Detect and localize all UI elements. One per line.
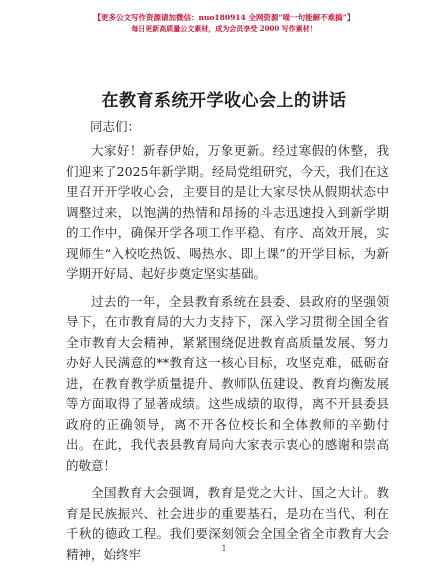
promo-banner-line-1: 【更多公文写作资源请加微信：nuo180914 全网资源“喵一句能解不难搞”】 [93, 13, 355, 22]
page-number: 1 [221, 544, 227, 553]
document-title: 在教育系统开学收心会上的讲话 [101, 91, 347, 111]
paragraph-education-conference: 全国教育大会强调，教育是党之大计、国之大计。教育是民族振兴、社会进步的重要基石，是功在当代、利在千秋的德政工程。我们要深刻领会全国全省全市教育大会精神，始终牢 [66, 485, 389, 562]
paragraph-opening: 大家好！新春伊始，万象更新。经过寒假的休整，我们迎来了2025年新学期。经局党组研究，今天，我们在这里召开开学收心会，主要目的是让大家尽快从假期状态中调整过来，以饱满的热情和昂扬的斗志迅速投入到新学期的工作中，确保开学各项工作平稳、有序、高效开展，实现师生“入校吃热饭、喝热水、即上课”的开学目标，为新学期开好局、起好步奠定坚实基础。 [66, 143, 389, 281]
document-body [66, 141, 389, 572]
promo-banner [0, 12, 448, 34]
promo-banner-line-2: 每日更新高质量公文素材，成为会员享受 2000 写作素材！ [131, 24, 317, 33]
paragraph-review: 过去的一年，全县教育系统在县委、县政府的坚强领导下，在市教育局的大力支持下，深入学习贯彻全国全省全市教育大会精神，紧紧围绕促进教育高质量发展、努力办好人民满意的**教育这一核心目标，攻坚克难，砥砺奋进，在教育教学质量提升、教师队伍建设、教育均衡发展等方面取得了显著成绩。这些成绩的取得，离不开县委县政府的正确领导，离不开各位校长和全体教师的辛勤付出。在此，我代表县教育局向大家表示衷心的感谢和崇高的敬意！ [66, 293, 389, 473]
greeting: 同志们： [90, 119, 141, 134]
